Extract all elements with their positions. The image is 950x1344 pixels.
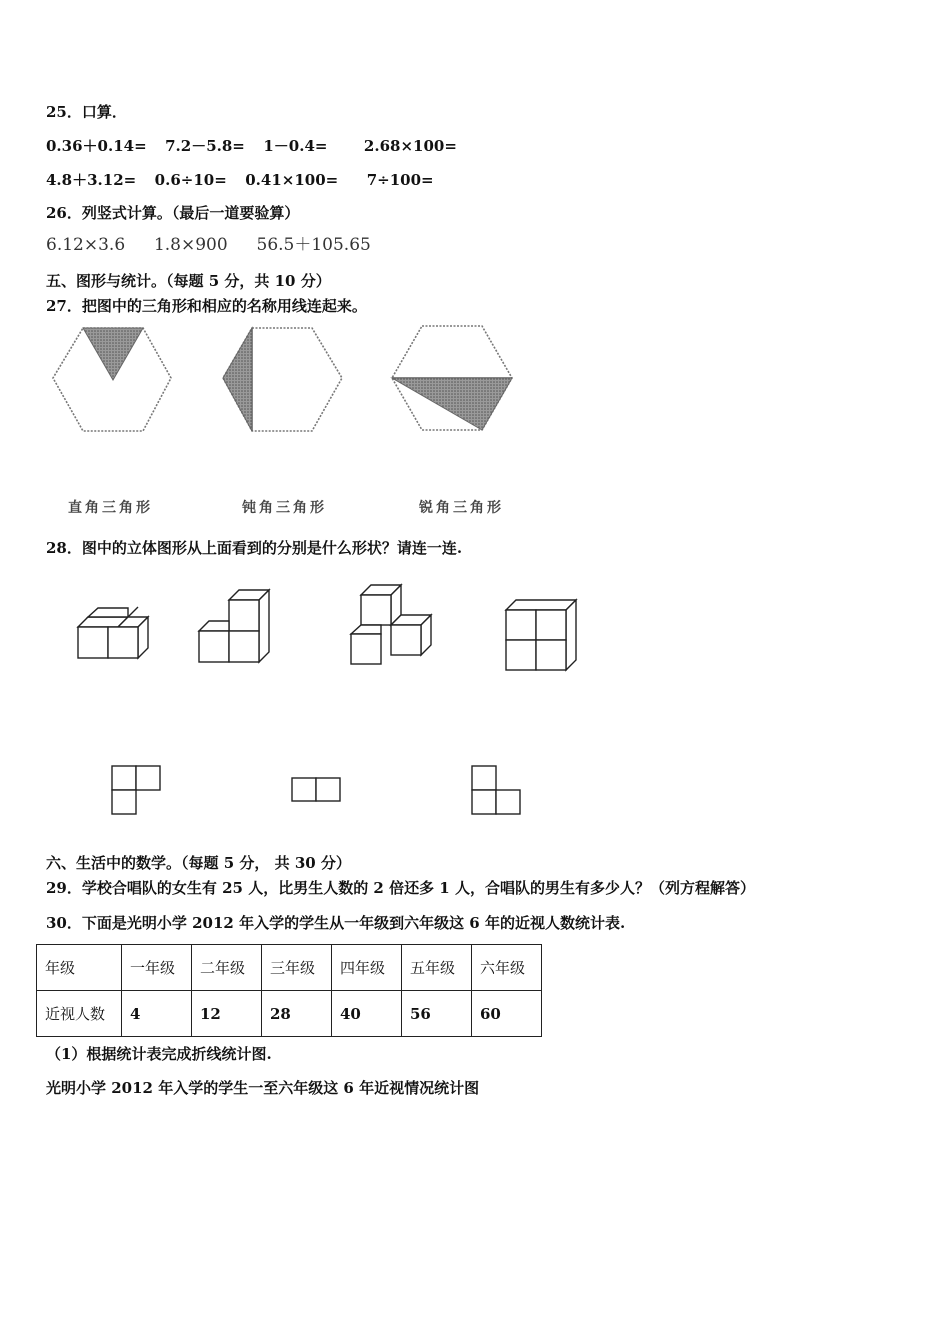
q26-item-2: 1.8×900 — [153, 235, 228, 255]
q28-title: 28．图中的立体图形从上面看到的分别是什么形状？请连一连. — [46, 539, 463, 557]
table-row — [37, 945, 542, 991]
myopia-table — [36, 944, 542, 1037]
grade-3: 三年级 — [262, 945, 332, 991]
q25-expr-6: 0.6÷10= — [154, 171, 227, 189]
value-1: 4 — [122, 991, 192, 1037]
q27-title: 27．把图中的三角形和相应的名称用线连起来。 — [46, 297, 367, 315]
grade-4: 四年级 — [332, 945, 402, 991]
q25-expr-1: 0.36＋0.14= — [46, 137, 147, 155]
value-3: 28 — [262, 991, 332, 1037]
solid-1 — [78, 607, 148, 658]
q30-chart-title: 光明小学 2012 年入学的学生一至六年级这 6 年近视情况统计图 — [46, 1079, 480, 1097]
q25-expr-7: 0.41×100= — [245, 171, 339, 189]
table-header-label: 年级 — [37, 945, 122, 991]
top-view-3 — [472, 766, 520, 814]
q25-row2 — [46, 170, 434, 190]
section-5-heading: 五、图形与统计。（每题 5 分，共 10 分） — [46, 272, 331, 290]
grade-5: 五年级 — [402, 945, 472, 991]
grade-6: 六年级 — [472, 945, 542, 991]
q26-item-1: 6.12×3.6 — [46, 235, 126, 255]
solid-3 — [351, 585, 431, 664]
grade-2: 二年级 — [192, 945, 262, 991]
value-2: 12 — [192, 991, 262, 1037]
q29-title: 29．学校合唱队的女生有 25 人，比男生人数的 2 倍还多 1 人，合唱队的男生有多少人？（列方程解答） — [46, 879, 755, 897]
solid-2 — [199, 590, 269, 662]
top-view-2 — [292, 778, 340, 801]
section-6-heading: 六、生活中的数学。（每题 5 分， 共 30 分） — [46, 854, 351, 872]
q25-expr-4: 2.68×100= — [363, 137, 457, 155]
q25-title: 25．口算． — [46, 103, 127, 121]
q30-title: 30．下面是光明小学 2012 年入学的学生从一年级到六年级这 6 年的近视人数统计表. — [46, 914, 626, 932]
q25-expr-8: 7÷100= — [366, 171, 434, 189]
q26-items — [46, 235, 371, 255]
value-6: 60 — [472, 991, 542, 1037]
q25-expr-3: 1－0.4= — [263, 137, 328, 155]
q25-expr-2: 7.2－5.8= — [165, 137, 245, 155]
solid-4 — [506, 600, 576, 670]
q28-top-views — [105, 760, 535, 820]
q26-title: 26．列竖式计算。（最后一道要验算） — [46, 204, 300, 222]
q27-label-acute: 锐角三角形 — [419, 500, 504, 516]
q27-hexagons — [40, 318, 540, 448]
value-4: 40 — [332, 991, 402, 1037]
q25-expr-5: 4.8＋3.12= — [46, 171, 137, 189]
q25-row1 — [46, 136, 457, 156]
table-row-label: 近视人数 — [37, 991, 122, 1037]
grade-1: 一年级 — [122, 945, 192, 991]
q27-label-right: 直角三角形 — [68, 500, 153, 516]
hexagon-1 — [53, 328, 171, 431]
q26-item-3: 56.5＋105.65 — [256, 235, 371, 255]
q27-label-obtuse: 钝角三角形 — [242, 500, 327, 516]
q30-sub1: （1）根据统计表完成折线统计图. — [46, 1045, 272, 1063]
table-row — [37, 991, 542, 1037]
value-5: 56 — [402, 991, 472, 1037]
q28-solids — [60, 575, 600, 675]
hexagon-3 — [392, 326, 512, 430]
hexagon-2 — [223, 328, 342, 431]
top-view-1 — [112, 766, 160, 814]
